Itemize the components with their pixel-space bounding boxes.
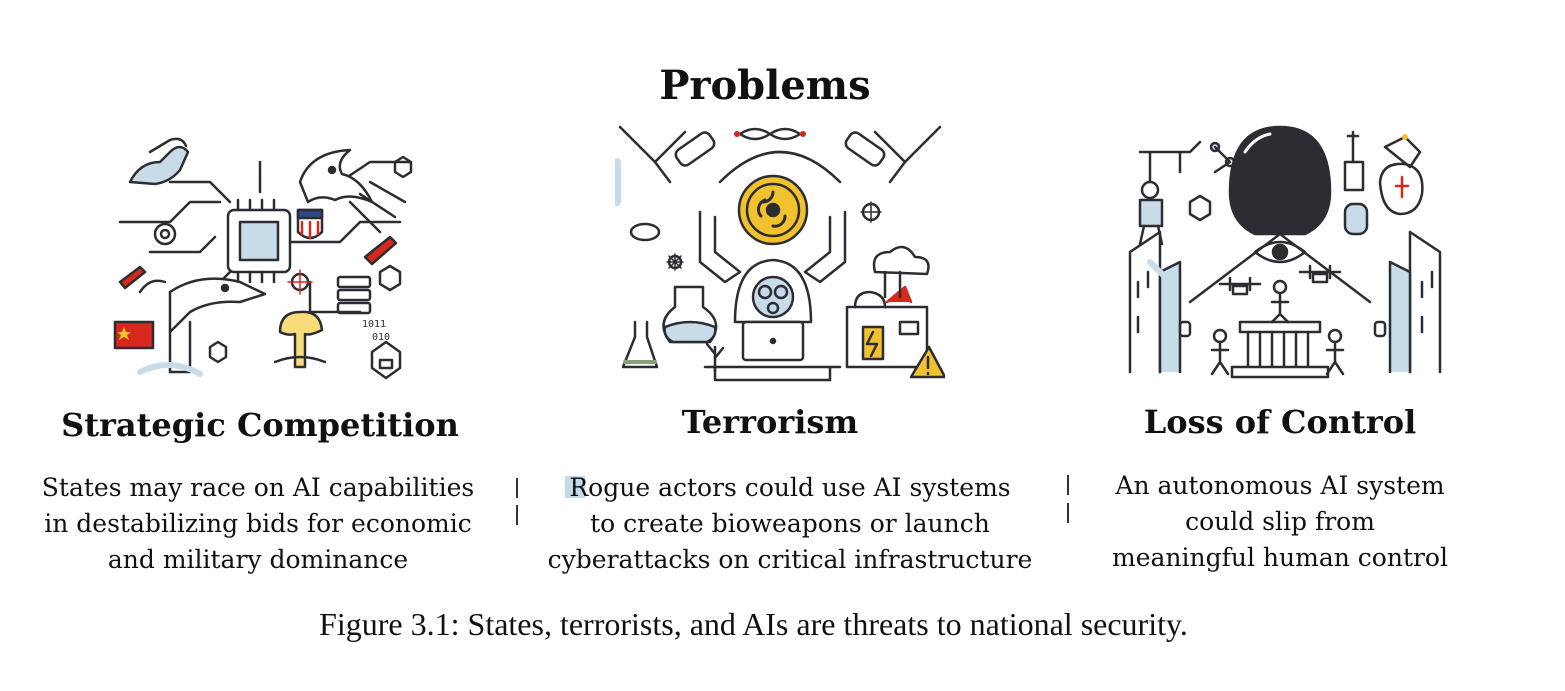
desc-line: States may race on AI capabilities bbox=[41, 473, 475, 502]
loss-of-control-illustration bbox=[1120, 122, 1450, 384]
svg-text:1011: 1011 bbox=[362, 319, 387, 330]
column-separator bbox=[516, 505, 518, 525]
svg-text:010: 010 bbox=[372, 332, 391, 343]
column-separator bbox=[1067, 475, 1069, 495]
figure-caption: Figure 3.1: States, terrorists, and AIs are threats to national security. bbox=[319, 606, 1188, 642]
desc-line: cyberattacks on critical infrastructure bbox=[547, 545, 1033, 574]
desc-strategic-competition bbox=[18, 470, 498, 578]
heading-strategic-competition: Strategic Competition bbox=[61, 406, 459, 444]
desc-line: could slip from bbox=[1185, 507, 1375, 536]
desc-line: and military dominance bbox=[107, 545, 409, 574]
desc-loss-of-control bbox=[1085, 468, 1475, 576]
heading-loss-of-control: Loss of Control bbox=[1143, 403, 1417, 441]
desc-terrorism bbox=[535, 470, 1045, 578]
terrorism-illustration bbox=[615, 122, 945, 384]
desc-line: to create bioweapons or launch bbox=[590, 509, 990, 538]
heading-terrorism: Terrorism bbox=[681, 403, 859, 441]
column-separator bbox=[1067, 503, 1069, 523]
figure-title: Problems bbox=[659, 62, 871, 109]
desc-line: meaningful human control bbox=[1112, 543, 1448, 572]
desc-line: An autonomous AI system bbox=[1115, 471, 1445, 500]
strategic-competition-illustration bbox=[110, 122, 440, 384]
desc-line: in destabilizing bids for economic bbox=[44, 509, 472, 538]
desc-line: Rogue actors could use AI systems bbox=[569, 473, 1011, 502]
column-separator bbox=[516, 478, 518, 498]
